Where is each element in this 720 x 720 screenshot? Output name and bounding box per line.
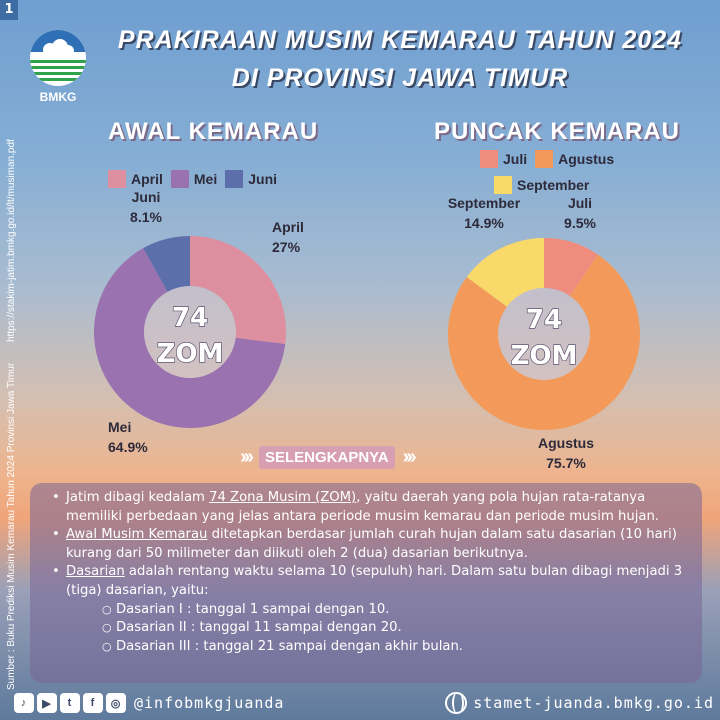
dasarian-2: ○ Dasarian II : tanggal 11 sampai dengan 20. <box>102 619 690 638</box>
page-title-line1: PRAKIRAAN MUSIM KEMARAU TAHUN 2024 <box>117 26 683 54</box>
website-link[interactable] <box>445 692 714 714</box>
legend-label-juli: Juli <box>503 151 528 167</box>
legend-label-juni: Juni <box>248 171 278 187</box>
slice-label-name-juli: Juli <box>567 195 593 211</box>
slice-label-name-september: September <box>447 195 521 211</box>
donut-puncak-kemarau <box>448 195 640 471</box>
page-number: 1 <box>0 0 18 20</box>
slice-label-name-agustus: Agustus <box>538 435 594 451</box>
center-label-1: ZOM <box>510 341 578 371</box>
chart1-title: AWAL KEMARAU <box>108 118 319 145</box>
globe-icon <box>445 692 467 714</box>
selengkapnya-button[interactable] <box>240 442 414 472</box>
slice-label-value-juni: 8.1% <box>130 209 162 225</box>
slice-label-name-juni: Juni <box>131 189 161 205</box>
source-text: Sumber : Buku Prediksi Musim Kemarau Tahun 2024 Provinsi Jawa Timur <box>6 362 17 690</box>
social-icons <box>14 693 126 713</box>
donut-awal-kemarau <box>94 189 304 455</box>
legend-label-april: April <box>131 171 163 187</box>
chart2-title: PUNCAK KEMARAU <box>434 118 680 145</box>
instagram-icon[interactable]: ◎ <box>106 693 126 713</box>
arrows-right-icon: ››› <box>240 445 251 468</box>
social-handle[interactable]: @infobmkgjuanda <box>134 694 285 712</box>
info-bullet-awal-musim: • Awal Musim Kemarau ditetapkan berdasar jumlah curah hujan dalam satu dasarian (10 hari) kurang dari 50 milimeter dan diikuti oleh 2 (dua) dasarian berikutnya. <box>52 526 690 563</box>
page-title-line2: DI PROVINSI JAWA TIMUR <box>231 64 569 92</box>
info-bullet-zom: • Jatim dibagi kedalam 74 Zona Musim (ZOM), yaitu daerah yang pola hujan rata-ratanya memiliki perbedaan yang jelas antara periode musim kemarau dan periode musim hujan. <box>52 489 690 526</box>
center-label-0: 74 <box>171 303 209 333</box>
slice-label-name-mei: Mei <box>108 419 132 435</box>
slice-label-value-agustus: 75.7% <box>546 455 586 471</box>
twitter-icon[interactable]: t <box>60 693 80 713</box>
legend-label-september: September <box>517 177 590 193</box>
info-bullet-dasarian: • Dasarian adalah rentang waktu selama 10 (sepuluh) hari. Dalam satu bulan dibagi menjadi 3 (tiga) dasarian, yaitu: ○ Dasarian I : tanggal 1 sampai dengan 10. ○ Dasarian II : tanggal 11 sampai dengan 20. ○ Dasarian III : tanggal 21 sampai dengan akhir bulan. <box>52 563 690 656</box>
slice-label-value-april: 27% <box>272 239 301 255</box>
dasarian-1: ○ Dasarian I : tanggal 1 sampai dengan 10. <box>102 601 690 620</box>
center-label-1: ZOM <box>156 339 224 369</box>
selengkapnya-label: SELENGKAPNYA <box>259 446 395 469</box>
facebook-icon[interactable]: f <box>83 693 103 713</box>
tiktok-icon[interactable]: ♪ <box>14 693 34 713</box>
website-text: stamet-juanda.bmkg.go.id <box>473 694 714 712</box>
source-url[interactable]: https://stakim-jatim.bmkg.go.id/lt/musiman.pdf <box>6 139 17 343</box>
dasarian-3: ○ Dasarian III : tanggal 21 sampai dengan akhir bulan. <box>102 638 690 657</box>
legend-label-agustus: Agustus <box>558 151 615 167</box>
arrows-right-icon-2: ››› <box>402 445 414 468</box>
slice-label-value-mei: 64.9% <box>108 439 148 455</box>
info-box <box>30 483 702 683</box>
slice-label-value-juli: 9.5% <box>564 215 596 231</box>
slice-label-value-september: 14.9% <box>464 215 504 231</box>
footer <box>14 690 714 716</box>
slice-label-name-april: April <box>272 219 304 235</box>
logo-text: BMKG <box>39 90 77 104</box>
legend-label-mei: Mei <box>193 171 218 187</box>
youtube-icon[interactable]: ▶ <box>37 693 57 713</box>
center-label-0: 74 <box>525 305 563 335</box>
